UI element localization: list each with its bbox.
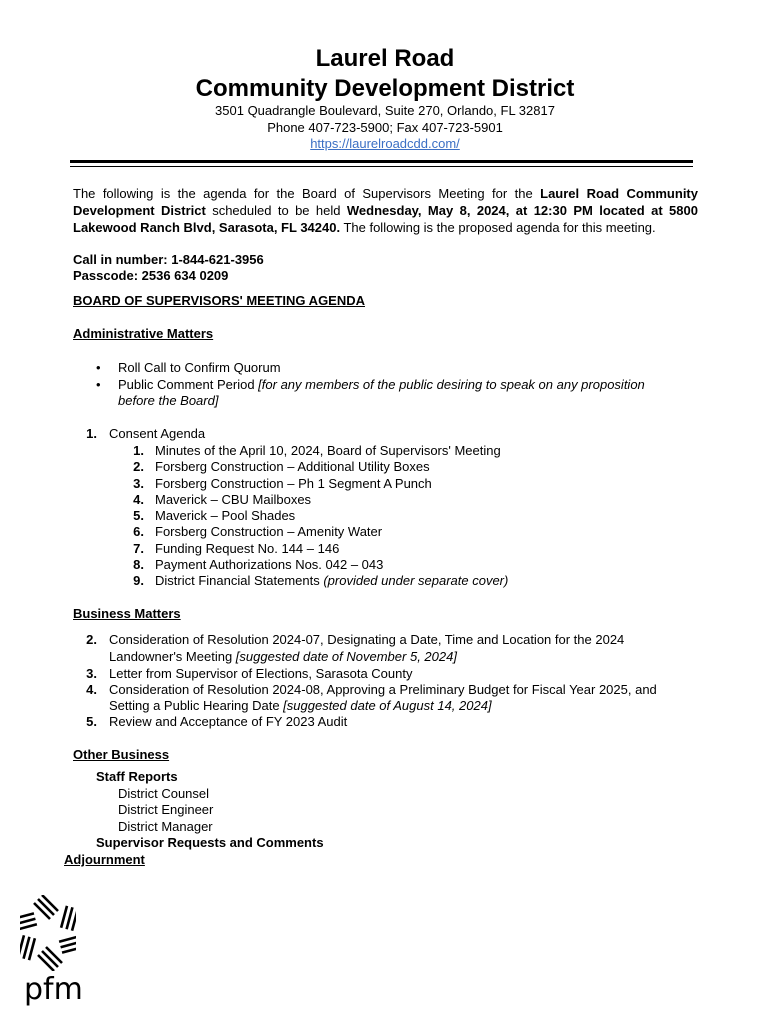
supervisor-requests-heading: Supervisor Requests and Comments	[96, 835, 324, 850]
consent-item: Funding Request No. 144 – 146	[155, 541, 340, 556]
consent-item: Maverick – Pool Shades	[155, 508, 296, 523]
call-in-number: Call in number: 1-844-621-3956	[73, 252, 264, 267]
district-manager-item: District Manager	[118, 819, 213, 834]
intro-text-3: The following is the proposed agenda for this meeting.	[340, 220, 656, 235]
consent-item: Forsberg Construction – Additional Utility Boxes	[155, 459, 430, 474]
pfm-logo-icon	[20, 895, 76, 971]
consent-item-number: 6.	[133, 524, 144, 539]
consent-item	[155, 573, 508, 589]
district-phone: Phone 407-723-5900; Fax 407-723-5901	[267, 120, 503, 135]
consent-item: Forsberg Construction – Ph 1 Segment A Punch	[155, 476, 432, 491]
administrative-matters-heading: Administrative Matters	[73, 326, 214, 341]
business-item-number: 5.	[86, 714, 97, 729]
bullet-icon: •	[96, 360, 101, 375]
consent-item-number: 1.	[133, 443, 144, 458]
public-hearing-date: [suggested date of August 14, 2024]	[283, 698, 492, 713]
consent-agenda-number: 1.	[86, 426, 97, 441]
header-divider-thin	[70, 166, 693, 167]
district-counsel-item: District Counsel	[118, 786, 210, 801]
business-item-resolution-2024-08: Consideration of Resolution 2024-08, Approving a Preliminary Budget for Fiscal Year 2025, and	[109, 682, 657, 697]
public-hearing-label: Setting a Public Hearing Date	[109, 698, 284, 713]
staff-reports-heading: Staff Reports	[96, 769, 178, 784]
district-engineer-item: District Engineer	[118, 802, 214, 817]
consent-item-number: 3.	[133, 476, 144, 491]
consent-item-number: 2.	[133, 459, 144, 474]
public-comment-note: [for any members of the public desiring to speak on any proposition	[258, 377, 645, 392]
roll-call-item: Roll Call to Confirm Quorum	[118, 360, 281, 375]
intro-text-2: scheduled to be held	[205, 203, 347, 218]
intro-paragraph	[73, 185, 698, 236]
bullet-icon: •	[96, 377, 101, 392]
consent-item-number: 8.	[133, 557, 144, 572]
financial-statements-note: (provided under separate cover)	[323, 573, 509, 588]
public-comment-note-cont: before the Board]	[118, 393, 219, 408]
consent-item-number: 5.	[133, 508, 144, 523]
financial-statements-label: District Financial Statements	[155, 573, 324, 588]
pfm-logo	[20, 895, 100, 1015]
passcode: Passcode: 2536 634 0209	[73, 268, 229, 283]
consent-item: Minutes of the April 10, 2024, Board of Supervisors' Meeting	[155, 443, 501, 458]
pfm-logo-text: pfm	[24, 972, 83, 1007]
intro-district-name: Laurel Road Community Development District	[73, 186, 698, 218]
website-link[interactable]: https://laurelroadcdd.com/	[310, 136, 460, 151]
public-comment-label: Public Comment Period	[118, 377, 259, 392]
intro-text-1: The following is the agenda for the Board of Supervisors Meeting for the	[73, 186, 541, 201]
business-item-resolution-2024-07: Consideration of Resolution 2024-07, Designating a Date, Time and Location for the 2024	[109, 632, 625, 647]
consent-item: Payment Authorizations Nos. 042 – 043	[155, 557, 384, 572]
adjournment-heading: Adjournment	[64, 852, 145, 867]
agenda-heading: BOARD OF SUPERVISORS' MEETING AGENDA	[73, 293, 366, 308]
business-item-number: 2.	[86, 632, 97, 647]
consent-item-number: 9.	[133, 573, 144, 588]
district-title-line1: Laurel Road	[315, 45, 455, 72]
consent-item-number: 7.	[133, 541, 144, 556]
consent-agenda-label: Consent Agenda	[109, 426, 206, 441]
business-matters-heading: Business Matters	[73, 606, 181, 621]
business-item-resolution-2024-08-cont	[109, 698, 492, 714]
consent-item: Maverick – CBU Mailboxes	[155, 492, 312, 507]
business-item-number: 3.	[86, 666, 97, 681]
business-item-number: 4.	[86, 682, 97, 697]
landowners-meeting-label: Landowner's Meeting	[109, 649, 236, 664]
consent-item-number: 4.	[133, 492, 144, 507]
landowners-meeting-date: [suggested date of November 5, 2024]	[235, 649, 457, 664]
header-divider-thick	[70, 160, 693, 163]
district-address: 3501 Quadrangle Boulevard, Suite 270, Orlando, FL 32817	[215, 103, 555, 118]
business-item-resolution-2024-07-cont	[109, 649, 457, 665]
business-item-elections-letter: Letter from Supervisor of Elections, Sarasota County	[109, 666, 413, 681]
other-business-heading: Other Business	[73, 747, 170, 762]
business-item-audit: Review and Acceptance of FY 2023 Audit	[109, 714, 348, 729]
intro-date-location: Wednesday, May 8, 2024, at 12:30 PM located at 5800 Lakewood Ranch Blvd, Sarasota, FL 34240.	[73, 203, 698, 235]
consent-item: Forsberg Construction – Amenity Water	[155, 524, 383, 539]
website-line	[0, 136, 770, 152]
district-title-line2: Community Development District	[195, 75, 575, 102]
public-comment-item	[118, 377, 645, 393]
